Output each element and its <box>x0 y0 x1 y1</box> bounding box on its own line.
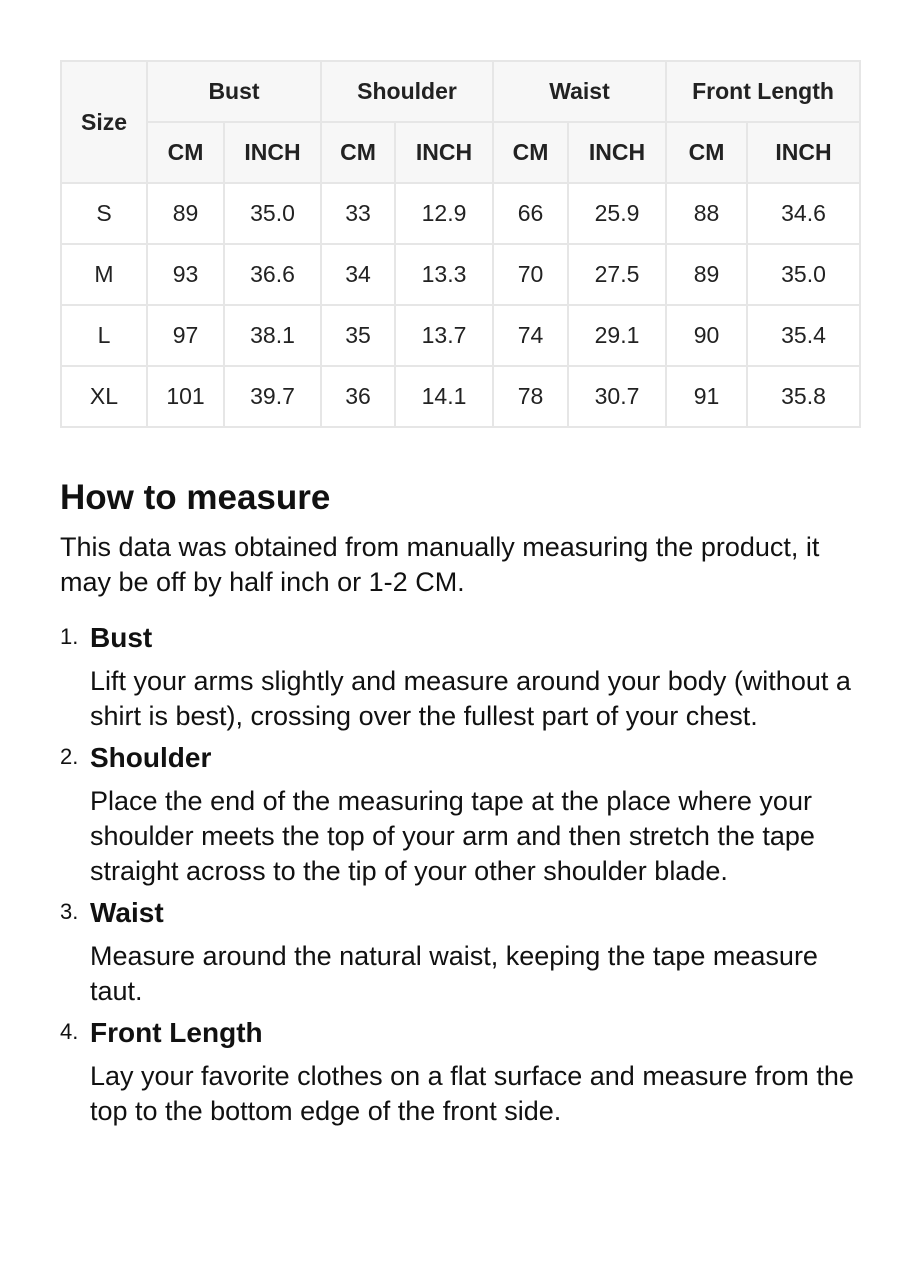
table-row <box>61 183 860 244</box>
step-number: 4. <box>60 1019 79 1044</box>
step-title: Shoulder <box>90 742 212 773</box>
table-row <box>61 305 860 366</box>
unit-header: INCH <box>568 122 666 183</box>
table-cell: 66 <box>493 183 568 244</box>
table-header-row <box>61 61 860 122</box>
unit-header: CM <box>666 122 747 183</box>
step-front-length <box>60 1015 870 1129</box>
table-cell: 78 <box>493 366 568 427</box>
table-cell: 88 <box>666 183 747 244</box>
bust-header: Bust <box>147 61 321 122</box>
unit-header: CM <box>321 122 395 183</box>
table-cell: 35 <box>321 305 395 366</box>
table-cell: 30.7 <box>568 366 666 427</box>
step-title: Waist <box>90 897 164 928</box>
size-label: XL <box>61 366 147 427</box>
table-cell: 74 <box>493 305 568 366</box>
step-title: Bust <box>90 622 153 653</box>
intro-text: This data was obtained from manually measuring the product, it may be off by half inch or 1-2 CM. <box>60 532 820 597</box>
how-to-measure-title: How to measure <box>60 478 331 517</box>
table-cell: 35.0 <box>747 244 860 305</box>
step-shoulder <box>60 740 870 889</box>
unit-header: INCH <box>747 122 860 183</box>
table-cell: 89 <box>147 183 224 244</box>
step-description: Measure around the natural waist, keeping the tape measure taut. <box>90 941 818 1006</box>
table-cell: 70 <box>493 244 568 305</box>
step-description: Place the end of the measuring tape at the place where your shoulder meets the top of your arm and then stretch the tape straight across to the tip of your other shoulder blade. <box>90 786 815 886</box>
table-cell: 34 <box>321 244 395 305</box>
unit-header: INCH <box>395 122 493 183</box>
unit-header: CM <box>147 122 224 183</box>
step-bust <box>60 620 870 734</box>
table-cell: 35.4 <box>747 305 860 366</box>
size-column-header: Size <box>61 61 147 183</box>
size-label: M <box>61 244 147 305</box>
unit-header: CM <box>493 122 568 183</box>
step-number: 1. <box>60 624 79 649</box>
waist-header: Waist <box>493 61 666 122</box>
table-row <box>61 244 860 305</box>
table-cell: 36 <box>321 366 395 427</box>
table-cell: 34.6 <box>747 183 860 244</box>
table-cell: 36.6 <box>224 244 321 305</box>
step-number: 3. <box>60 899 79 924</box>
table-cell: 14.1 <box>395 366 493 427</box>
table-cell: 89 <box>666 244 747 305</box>
step-description: Lift your arms slightly and measure around your body (without a shirt is best), crossing over the fullest part of your chest. <box>90 666 851 731</box>
step-title: Front Length <box>90 1017 263 1048</box>
step-number: 2. <box>60 744 79 769</box>
table-cell: 93 <box>147 244 224 305</box>
table-cell: 97 <box>147 305 224 366</box>
table-cell: 91 <box>666 366 747 427</box>
table-cell: 90 <box>666 305 747 366</box>
table-cell: 13.7 <box>395 305 493 366</box>
size-label: S <box>61 183 147 244</box>
size-table <box>60 60 861 428</box>
shoulder-header: Shoulder <box>321 61 493 122</box>
size-label: L <box>61 305 147 366</box>
step-waist <box>60 895 870 1009</box>
size-chart <box>60 60 860 428</box>
table-cell: 29.1 <box>568 305 666 366</box>
measure-steps <box>60 620 870 1135</box>
table-row <box>61 366 860 427</box>
table-cell: 25.9 <box>568 183 666 244</box>
table-cell: 35.8 <box>747 366 860 427</box>
front-length-header: Front Length <box>666 61 860 122</box>
table-cell: 33 <box>321 183 395 244</box>
table-unit-row <box>61 122 860 183</box>
table-cell: 39.7 <box>224 366 321 427</box>
unit-header: INCH <box>224 122 321 183</box>
table-cell: 13.3 <box>395 244 493 305</box>
table-cell: 12.9 <box>395 183 493 244</box>
table-cell: 38.1 <box>224 305 321 366</box>
table-cell: 27.5 <box>568 244 666 305</box>
table-cell: 101 <box>147 366 224 427</box>
step-description: Lay your favorite clothes on a flat surface and measure from the top to the bottom edge of the front side. <box>90 1061 854 1126</box>
table-cell: 35.0 <box>224 183 321 244</box>
